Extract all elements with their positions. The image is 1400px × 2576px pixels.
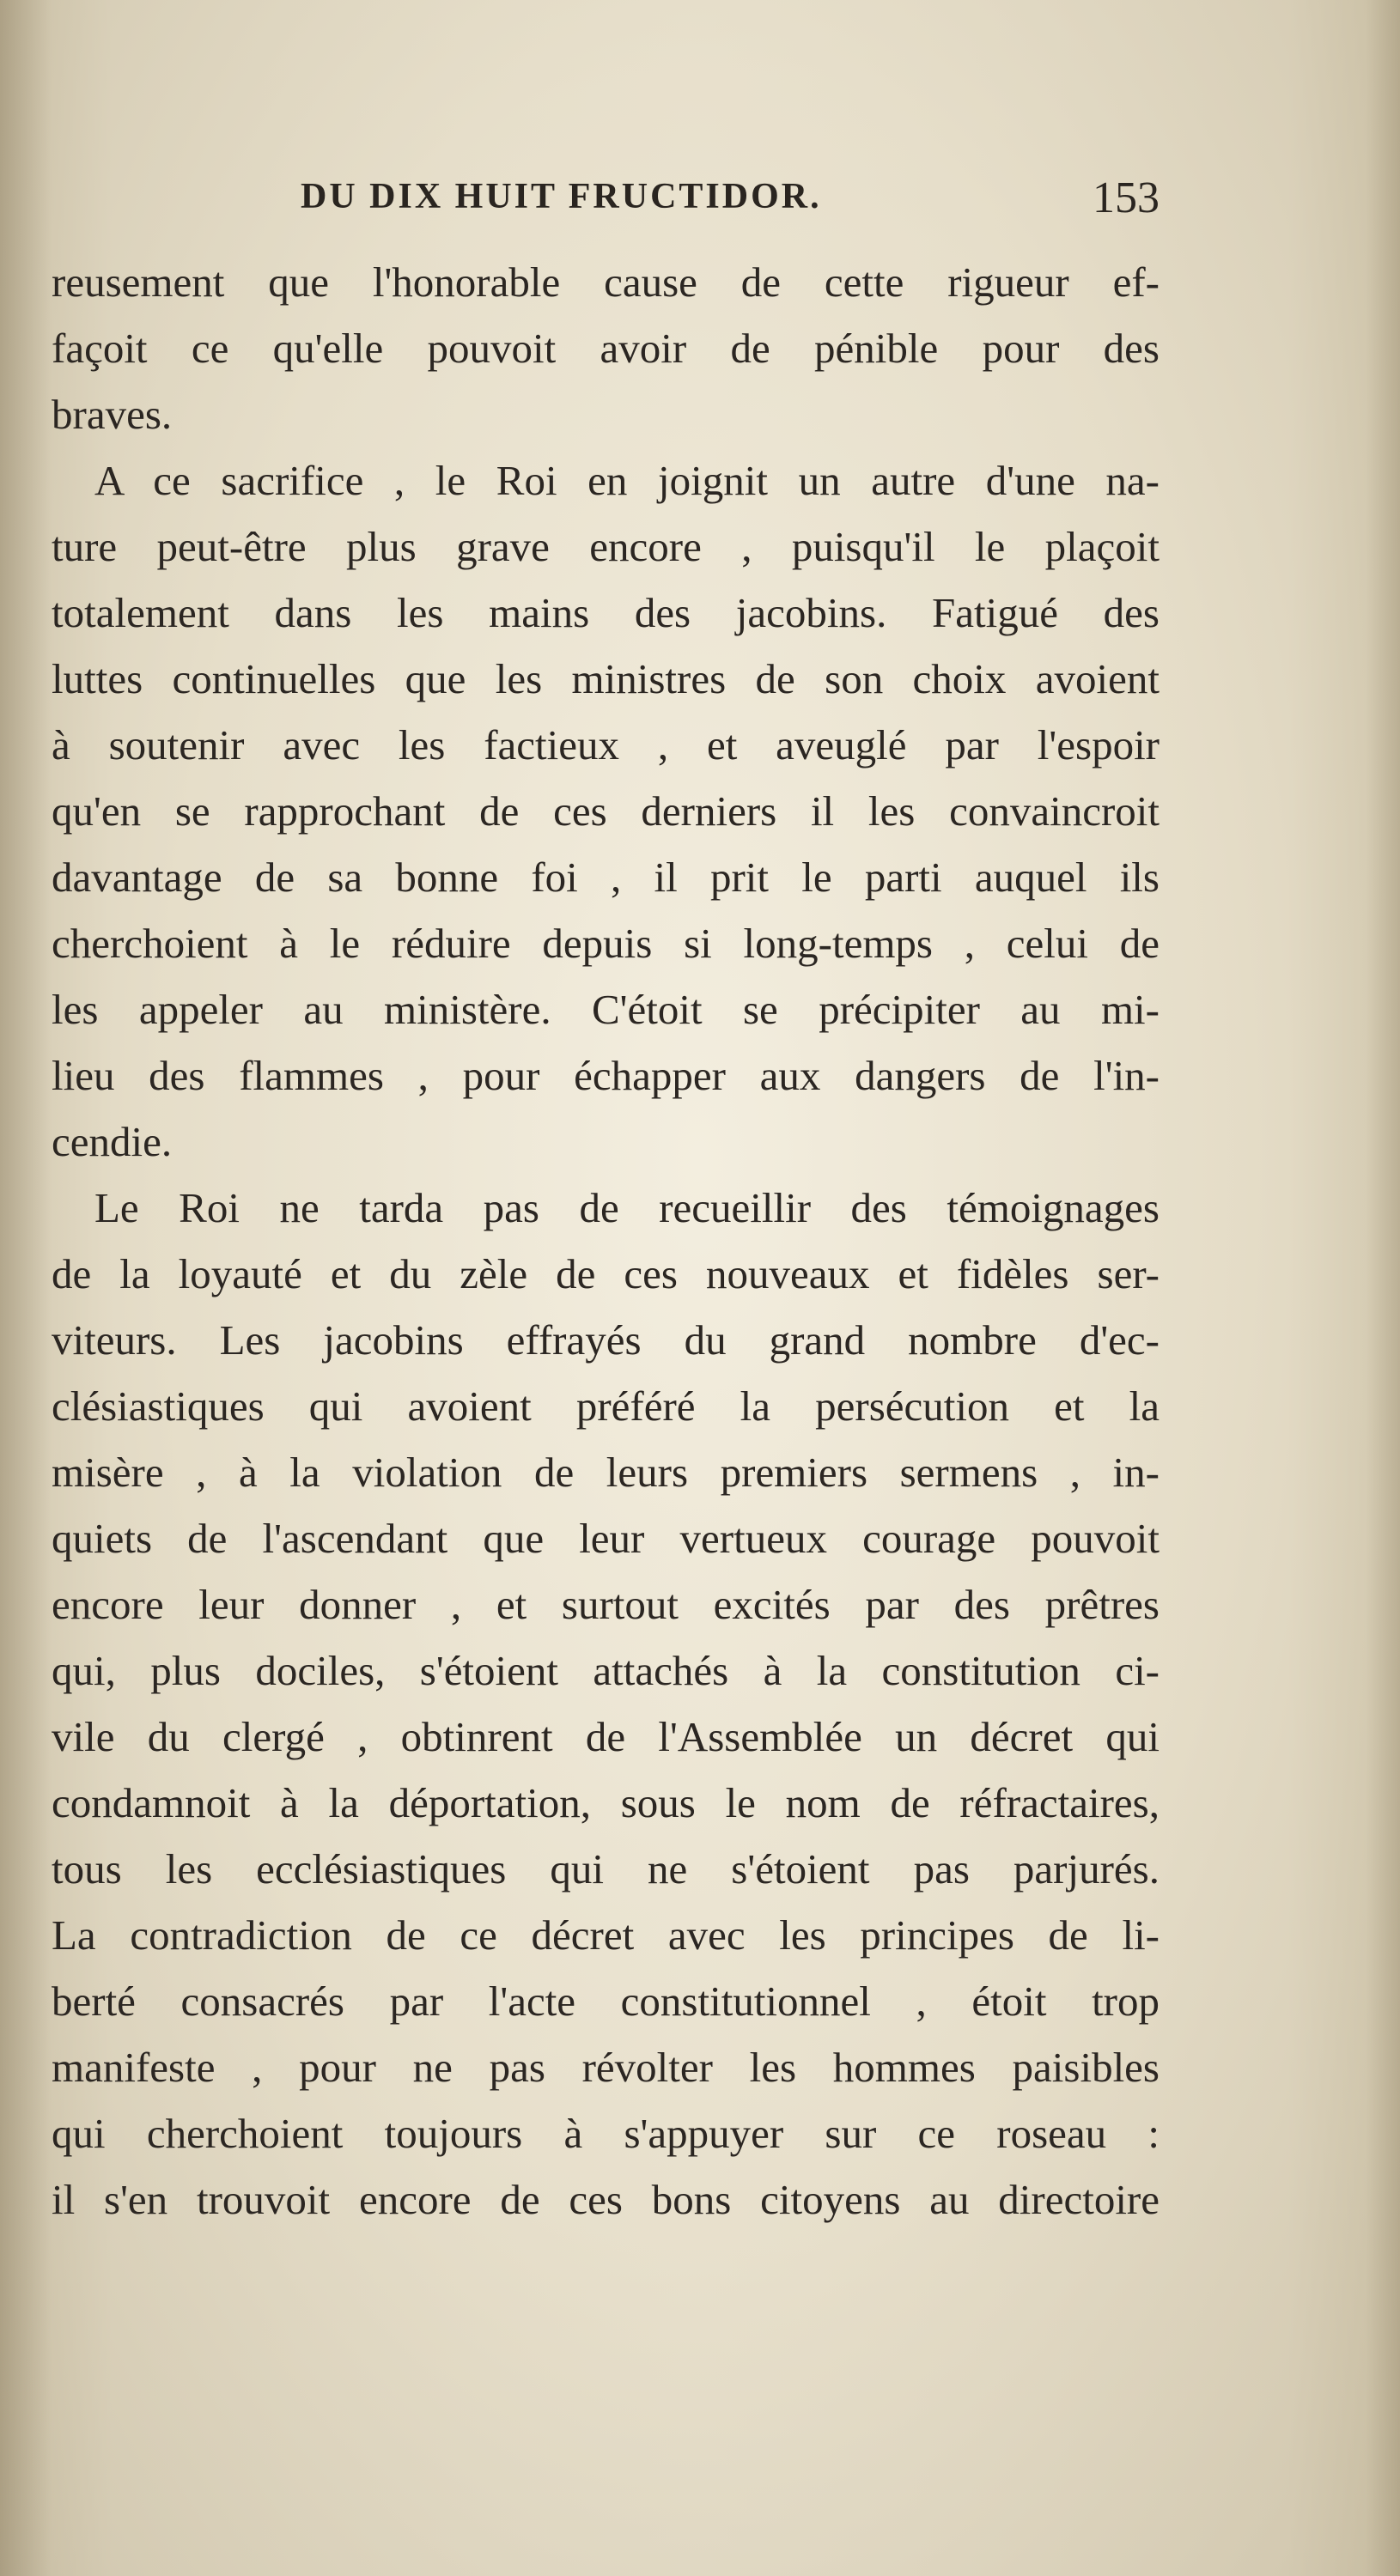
text-line: braves.	[52, 391, 173, 438]
text-line: totalement dans les mains des jacobins. Fatigué des	[52, 589, 1160, 636]
text-line: les appeler au ministère. C'étoit se précipiter au mi-	[52, 986, 1160, 1033]
text-line: qui, plus dociles, s'étoient attachés à la constitution ci-	[52, 1647, 1160, 1694]
text-line: il s'en trouvoit encore de ces bons citoyens au directoire	[52, 2176, 1160, 2223]
text-line: davantage de sa bonne foi , il prit le parti auquel ils	[52, 854, 1160, 901]
text-line: clésiastiques qui avoient préféré la persécution et la	[52, 1382, 1160, 1430]
text-line: Le Roi ne tarda pas de recueillir des témoignages	[94, 1184, 1160, 1231]
text-line: misère , à la violation de leurs premiers sermens , in-	[52, 1449, 1160, 1496]
text-line: vile du clergé , obtinrent de l'Assemblée un décret qui	[52, 1713, 1160, 1760]
text-line: berté consacrés par l'acte constitutionnel , étoit trop	[52, 1978, 1160, 2025]
text-line: manifeste , pour ne pas révolter les hommes paisibles	[52, 2044, 1160, 2091]
running-title: DU DIX HUIT FRUCTIDOR.	[301, 177, 822, 216]
page-number: 153	[1093, 173, 1160, 222]
text-line: cendie.	[52, 1118, 173, 1165]
text-line: A ce sacrifice , le Roi en joignit un autre d'une na-	[94, 457, 1160, 504]
text-line: condamnoit à la déportation, sous le nom de réfractaires,	[52, 1779, 1160, 1826]
text-line: ture peut-être plus grave encore , puisqu'il le plaçoit	[52, 523, 1160, 570]
text-line: luttes continuelles que les ministres de son choix avoient	[52, 655, 1160, 702]
text-line: tous les ecclésiastiques qui ne s'étoient pas parjurés.	[52, 1845, 1160, 1893]
text-line: viteurs. Les jacobins effrayés du grand nombre d'ec-	[52, 1316, 1160, 1364]
body-text	[52, 249, 1160, 2233]
text-line: encore leur donner , et surtout excités par des prêtres	[52, 1581, 1160, 1628]
text-line: lieu des flammes , pour échapper aux dangers de l'in-	[52, 1052, 1160, 1099]
text-line: façoit ce qu'elle pouvoit avoir de pénible pour des	[52, 325, 1160, 372]
page-header	[301, 173, 1160, 228]
text-line: qui cherchoient toujours à s'appuyer sur ce roseau :	[52, 2110, 1160, 2157]
text-line: cherchoient à le réduire depuis si long-temps , celui de	[52, 920, 1160, 967]
text-line: La contradiction de ce décret avec les principes de li-	[52, 1911, 1160, 1959]
text-line: de la loyauté et du zèle de ces nouveaux et fidèles ser-	[52, 1250, 1160, 1297]
text-line: à soutenir avec les factieux , et aveuglé par l'espoir	[52, 721, 1160, 769]
text-line: qu'en se rapprochant de ces derniers il les convaincroit	[52, 787, 1160, 835]
text-line: reusement que l'honorable cause de cette rigueur ef-	[52, 258, 1160, 306]
text-line: quiets de l'ascendant que leur vertueux courage pouvoit	[52, 1515, 1160, 1562]
